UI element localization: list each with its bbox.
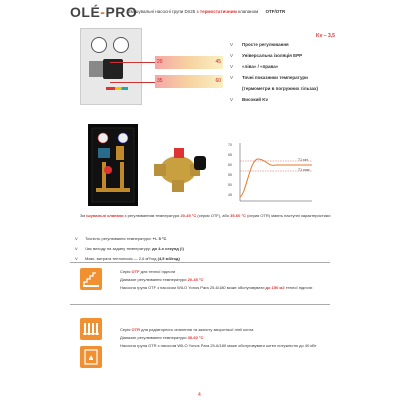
- tmax-label: T1 max: [298, 168, 310, 172]
- y-tick-label: 55: [228, 173, 232, 177]
- thermometer-right-icon: [113, 37, 129, 53]
- otf-section: Серія OTF для теплої підлоги Діапазон регулювання температури 20-45 °C Насосна група OTF з насосом WILO Yonos Para 25-6/180 може обслуговувати до 150 м2 теплої підлоги: [120, 269, 313, 290]
- list-item: V Час виходу на задану температуру: до 4-х секунд (!): [75, 246, 184, 251]
- brand-logo: OLÉ-PRO: [70, 4, 138, 20]
- feature-item: V Точні показники температури: [230, 75, 308, 80]
- divider: [70, 304, 330, 305]
- check-icon: V: [230, 42, 234, 47]
- check-icon: V: [75, 236, 78, 241]
- temperature-response-graph: [226, 139, 316, 207]
- otr-section: Серія OTR для радіаторного опалення та захисту зворотньої лінії котла Діапазон регулювання температури 35-60 °C Насосна група OTR з насосом WILO Yonos Para 25-6/180 може обслуговувати котел потужністю до 40 кВт: [120, 327, 317, 348]
- check-icon: V: [230, 75, 234, 80]
- radiator-icon: [80, 318, 102, 340]
- check-icon: V: [230, 97, 234, 102]
- pump-body-icon: [89, 61, 103, 77]
- installed-group-photo: [88, 124, 138, 206]
- feature-item: V Універсальна ізоляція EPP: [230, 53, 303, 58]
- y-tick-label: 45: [228, 193, 232, 197]
- page-number: 4: [198, 392, 201, 398]
- thermostatic-valve-image: [150, 140, 210, 195]
- y-tick-label: 60: [228, 163, 232, 167]
- underfloor-heating-icon: [80, 268, 102, 290]
- thermometer-left-icon: [91, 37, 107, 53]
- y-tick-label: 65: [228, 153, 232, 157]
- check-icon: V: [230, 64, 234, 69]
- kv-value: Kv – 3,5: [316, 33, 335, 39]
- feature-item: V Просте регулювання: [230, 42, 289, 47]
- tset-label: T1 set: [298, 158, 308, 162]
- y-tick-label: 70: [228, 143, 232, 147]
- check-icon: V: [75, 256, 78, 261]
- page-header: Змішувальні насосні групи Dn25 з термостатичним клапаном OTF/OTR: [128, 9, 286, 14]
- divider: [70, 262, 330, 263]
- boiler-icon: [80, 346, 102, 368]
- range-band-otf: 20 45: [155, 56, 223, 69]
- range-band-otr: 35 60: [155, 75, 223, 88]
- valve-description: Зм ішувальні клапани з регулюванням температури 20-45 °C (серия OTF), або 35-60 °C (серия OTR) мають наступні характеристики:: [80, 213, 331, 218]
- color-indicator-bar: [106, 87, 128, 90]
- feature-item: (термометри в погружних гільзах): [242, 86, 319, 91]
- y-tick-label: 50: [228, 183, 232, 187]
- pump-group-image: [80, 28, 142, 105]
- check-icon: V: [230, 53, 234, 58]
- check-icon: V: [75, 246, 78, 251]
- feature-item: V «ліва» / «права»: [230, 64, 279, 69]
- feature-list: [230, 42, 318, 108]
- list-item: V Макс. витрата теплоносія — 2,6 м³/год (4,5 м3/год): [75, 256, 180, 261]
- list-item: V Точність регулювання температури: +/- 5 °C: [75, 236, 167, 241]
- feature-item: V Високий Kv: [230, 97, 269, 102]
